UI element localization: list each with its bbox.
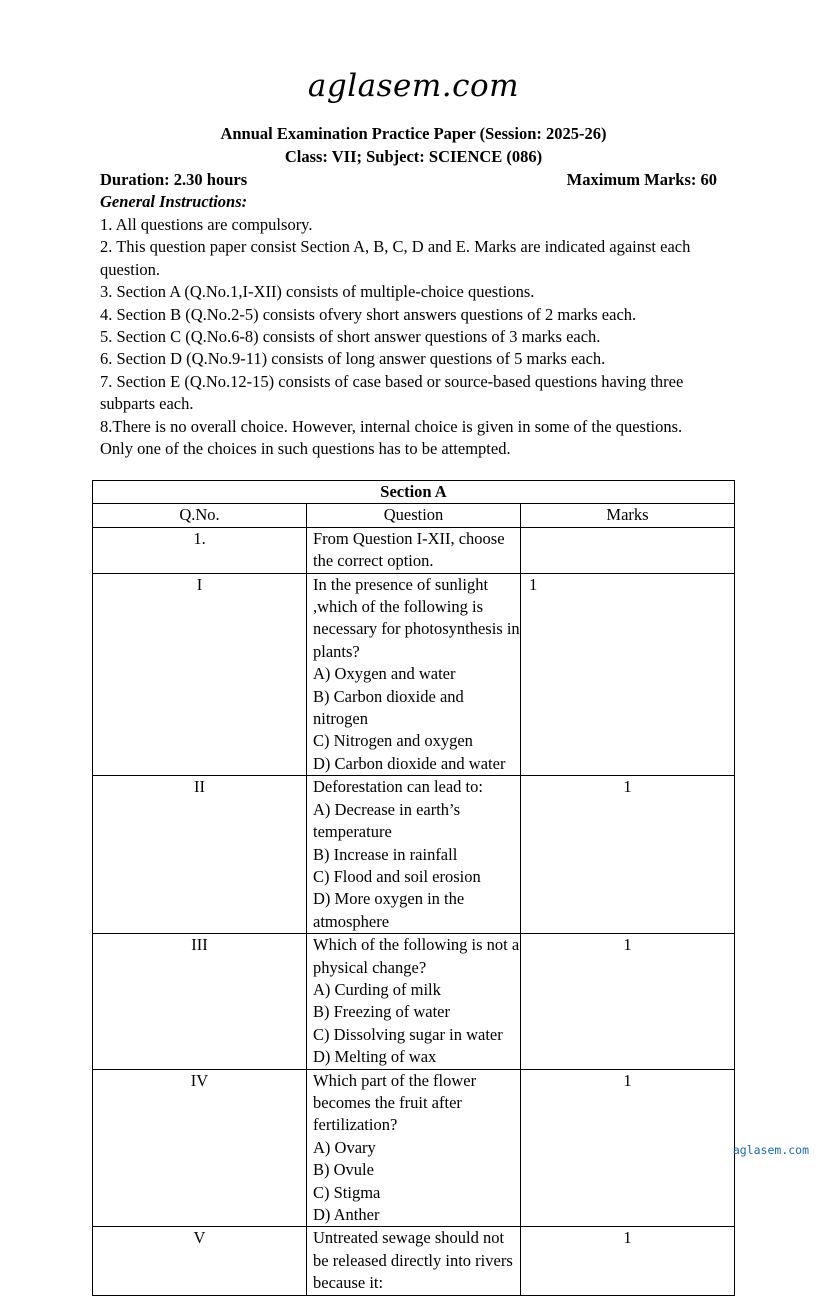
instructions-list bbox=[100, 214, 710, 460]
question-text bbox=[307, 573, 521, 776]
site-logo: aglasem.com bbox=[307, 68, 520, 104]
table-row bbox=[93, 573, 735, 776]
table-row bbox=[93, 1069, 735, 1227]
instruction-item: 6. Section D (Q.No.9-11) consists of long answer questions of 5 marks each. bbox=[100, 349, 606, 369]
duration: Duration: 2.30 hours bbox=[100, 170, 248, 189]
column-header-qno: Q.No. bbox=[93, 504, 307, 527]
instruction-item: 5. Section C (Q.No.6-8) consists of short answer questions of 3 marks each. bbox=[100, 327, 601, 347]
column-header-question: Question bbox=[307, 504, 521, 527]
question-line: Untreated sewage should not be released directly into rivers because it: bbox=[313, 1228, 513, 1293]
instruction-item: 7. Section E (Q.No.12-15) consists of case based or source-based questions having three subparts each. bbox=[100, 371, 684, 414]
option-line: B) Freezing of water bbox=[313, 1002, 450, 1022]
option-line: C) Flood and soil erosion bbox=[313, 866, 481, 886]
table-row bbox=[93, 934, 735, 1069]
option-line: C) Stigma bbox=[313, 1182, 381, 1202]
option-line: A) Curding of milk bbox=[313, 979, 441, 999]
question-number: II bbox=[93, 776, 307, 934]
option-line: D) Carbon dioxide and water bbox=[313, 753, 506, 773]
option-line: A) Decrease in earth’s temperature bbox=[313, 799, 461, 842]
question-marks: 1 bbox=[521, 776, 735, 934]
question-number: I bbox=[93, 573, 307, 776]
table-header-row bbox=[93, 504, 735, 527]
question-line: From Question I-XII, choose the correct option. bbox=[313, 528, 505, 571]
question-number: III bbox=[93, 934, 307, 1069]
option-line: C) Dissolving sugar in water bbox=[313, 1024, 503, 1044]
instruction-item: 1. All questions are compulsory. bbox=[100, 215, 313, 234]
instructions-heading: General Instructions: bbox=[100, 192, 248, 211]
question-number: IV bbox=[93, 1069, 307, 1227]
maximum-marks: Maximum Marks: 60 bbox=[566, 170, 717, 189]
question-line: Which of the following is not a physical change? bbox=[313, 935, 520, 977]
question-text bbox=[307, 1069, 521, 1227]
question-line: Deforestation can lead to: bbox=[313, 777, 483, 797]
column-header-marks: Marks bbox=[521, 504, 735, 527]
question-line: In the presence of sunlight ,which of the following is necessary for photosynthesis in plants? bbox=[313, 574, 520, 661]
question-number: V bbox=[93, 1227, 307, 1295]
option-line: D) More oxygen in the atmosphere bbox=[313, 889, 465, 931]
question-text bbox=[307, 1227, 521, 1295]
option-line: C) Nitrogen and oxygen bbox=[313, 731, 473, 751]
footer-watermark: aglasem.com bbox=[732, 1143, 809, 1157]
instruction-item: 4. Section B (Q.No.2-5) consists ofvery short answers questions of 2 marks each. bbox=[100, 304, 637, 324]
option-line: D) Anther bbox=[313, 1205, 380, 1224]
question-line: Which part of the flower becomes the fruit after fertilization? bbox=[313, 1070, 477, 1135]
question-text bbox=[307, 934, 521, 1069]
question-marks: 1 bbox=[521, 1227, 735, 1295]
table-row bbox=[93, 776, 735, 934]
question-marks bbox=[521, 527, 735, 573]
question-number: 1. bbox=[93, 527, 307, 573]
section-title: Section A bbox=[93, 481, 735, 504]
instruction-item: 2. This question paper consist Section A, B, C, D and E. Marks are indicated against each question. bbox=[100, 237, 691, 279]
instruction-item: 3. Section A (Q.No.1,I-XII) consists of multiple-choice questions. bbox=[100, 282, 535, 302]
question-marks: 1 bbox=[521, 934, 735, 1069]
instruction-item: 8.There is no overall choice. However, internal choice is given in some of the questions. Only one of the choices in such questions has to be attempted. bbox=[100, 416, 683, 459]
option-line: A) Oxygen and water bbox=[313, 664, 456, 684]
question-table bbox=[92, 480, 735, 1296]
table-row bbox=[93, 527, 735, 573]
paper-title: Annual Examination Practice Paper (Session: 2025-26) bbox=[220, 124, 607, 143]
question-marks: 1 bbox=[521, 573, 735, 776]
question-marks: 1 bbox=[521, 1069, 735, 1227]
option-line: B) Increase in rainfall bbox=[313, 844, 458, 864]
class-subject: Class: VII; Subject: SCIENCE (086) bbox=[284, 147, 543, 166]
option-line: A) Ovary bbox=[313, 1137, 376, 1157]
table-row bbox=[93, 1227, 735, 1295]
question-text bbox=[307, 527, 521, 573]
question-text bbox=[307, 776, 521, 934]
option-line: B) Ovule bbox=[313, 1160, 374, 1180]
option-line: D) Melting of wax bbox=[313, 1047, 437, 1067]
option-line: B) Carbon dioxide and nitrogen bbox=[313, 686, 464, 729]
